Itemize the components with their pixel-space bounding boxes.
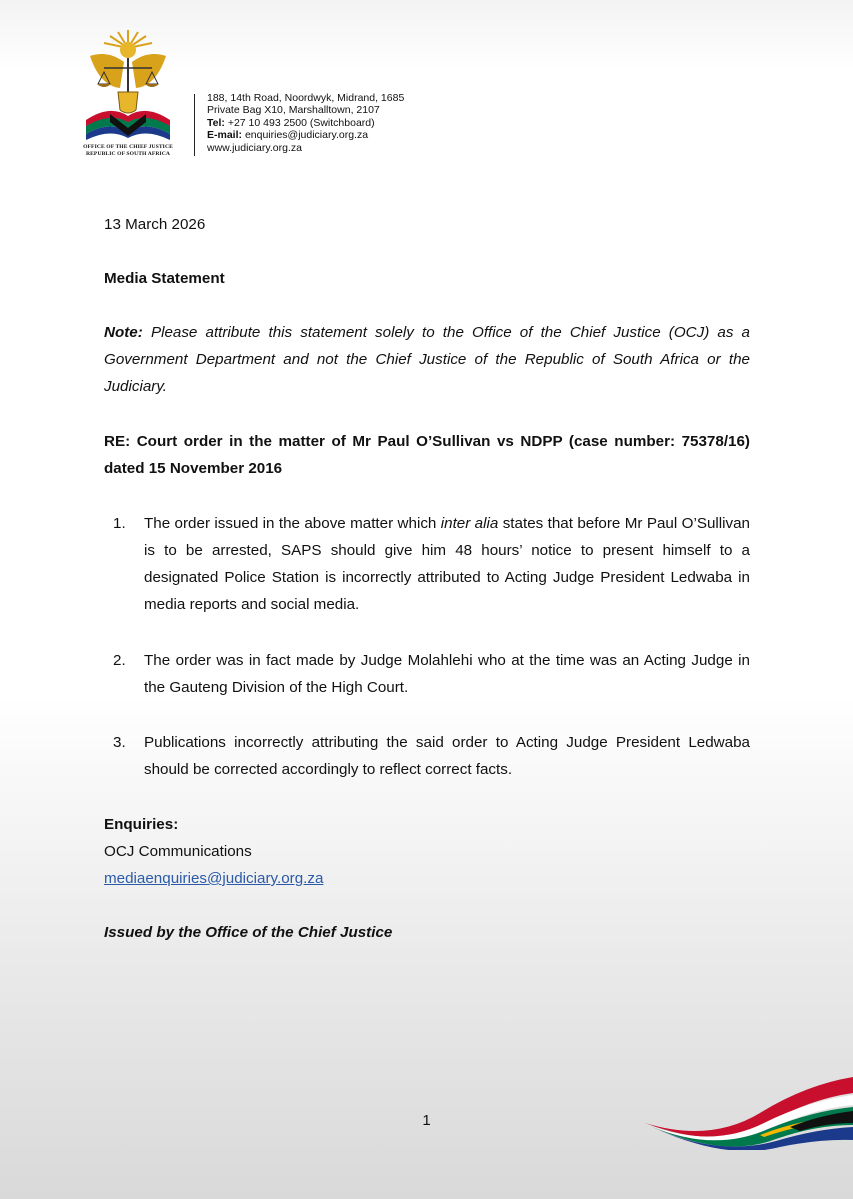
item-text: Publications incorrectly attributing the said order to Acting Judge President Ledwaba should be corrected accordingly to reflect correct facts. — [144, 734, 750, 778]
enquiries-dept: OCJ Communications — [104, 843, 252, 860]
tel-line — [207, 117, 404, 129]
email-value[interactable]: enquiries@judiciary.org.za — [244, 129, 369, 142]
item-text: The order was in fact made by Judge Molahlehi who at the time was an Acting Judge in the Gauteng Division of the High Court. — [144, 652, 750, 696]
logo-caption-line-2: REPUBLIC OF SOUTH AFRICA — [85, 151, 171, 157]
coat-of-arms-logo — [80, 28, 176, 160]
letterhead — [80, 28, 480, 168]
logo-caption — [80, 144, 176, 158]
list-item — [104, 729, 750, 783]
statement-subject: RE: Court order in the matter of Mr Paul O’Sullivan vs NDPP (case number: 75378/16) dated 15 November 2016 — [104, 433, 750, 477]
tel-label: Tel: — [207, 116, 225, 129]
address-line-1: 188, 14th Road, Noordwyk, Midrand, 1685 — [207, 92, 405, 104]
email-line — [207, 129, 404, 141]
logo-caption-line-1: OFFICE OF THE CHIEF JUSTICE — [83, 144, 173, 150]
item-text-part: states that before Mr Paul O’Sullivan is to be arrested, SAPS should give him 48 hours’ notice to present himself to a designated Police Station is incorrectly attributed to Acting Judge President Ledwaba in media reports and social media. — [144, 515, 751, 613]
header-divider — [194, 94, 195, 156]
attribution-note — [104, 319, 750, 400]
tel-value: +27 10 493 2500 (Switchboard) — [227, 116, 375, 129]
item-text — [144, 510, 750, 618]
item-number: 3. — [113, 734, 126, 751]
document-type: Media Statement — [104, 270, 225, 287]
item-number: 1. — [113, 515, 126, 532]
enquiries-email-link[interactable]: mediaenquiries@judiciary.org.za — [104, 870, 324, 887]
address-line-2: Private Bag X10, Marshalltown, 2107 — [207, 104, 380, 117]
item-text-italic: inter alia — [440, 515, 499, 532]
enquiries-label: Enquiries: — [104, 816, 179, 833]
issued-by: Issued by the Office of the Chief Justice — [104, 924, 393, 941]
list-item — [104, 647, 750, 701]
list-item — [104, 510, 750, 618]
contact-block — [207, 92, 404, 154]
flag-swoosh-graphic — [640, 1065, 853, 1150]
item-number: 2. — [113, 652, 126, 669]
note-label: Note: — [104, 324, 143, 341]
enquiries-block — [104, 811, 750, 892]
item-text-part: The order issued in the above matter which — [144, 515, 441, 532]
page-number: 1 — [422, 1112, 431, 1129]
website-line[interactable]: www.judiciary.org.za — [207, 141, 302, 154]
note-text: Please attribute this statement solely to the Office of the Chief Justice (OCJ) as a Government Department and not the Chief Justice of the Republic of South Africa or the Judiciary. — [104, 324, 750, 395]
email-label: E-mail: — [207, 129, 243, 142]
statement-date: 13 March 2026 — [104, 216, 206, 233]
